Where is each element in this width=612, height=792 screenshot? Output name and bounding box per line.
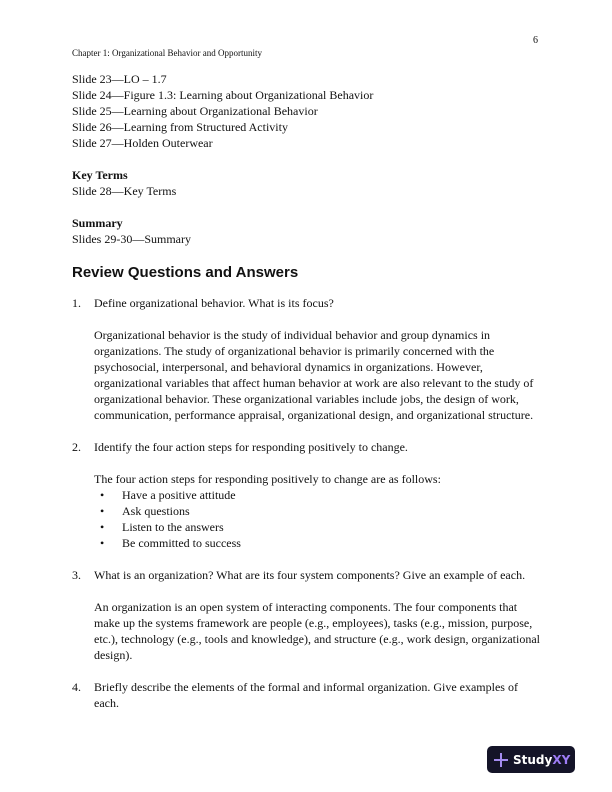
answer — [94, 327, 542, 423]
answer-line: communication, performance appraisal, organizational design, and organizational structure. — [94, 408, 534, 422]
plus-icon — [494, 753, 508, 767]
slide-line: Slide 24—Figure 1.3: Learning about Organizational Behavior — [72, 88, 374, 102]
bullet-text: Ask questions — [122, 504, 190, 518]
bullet-icon: • — [100, 504, 105, 518]
key-terms-line: Slide 28—Key Terms — [72, 184, 177, 198]
summary-line: Slides 29-30—Summary — [72, 232, 191, 246]
brand-accent: XY — [552, 752, 571, 767]
question-number: 4. — [72, 680, 81, 694]
answer-line: design). — [94, 648, 133, 662]
slide-list — [72, 71, 542, 151]
answer-intro: The four action steps for responding positively to change are as follows: — [94, 472, 441, 486]
running-header: Chapter 1: Organizational Behavior and Opportunity — [72, 48, 263, 58]
question-number: 3. — [72, 568, 81, 582]
bullet-icon: • — [100, 536, 105, 550]
answer-line: organizations. The study of organizational behavior is primarily concerned with the — [94, 344, 495, 358]
bullet-icon: • — [100, 488, 105, 502]
answer — [94, 599, 542, 663]
page-number: 6 — [533, 35, 538, 46]
question-number: 1. — [72, 296, 81, 310]
answer — [94, 471, 542, 551]
slide-line: Slide 25—Learning about Organizational Behavior — [72, 104, 318, 118]
bullet-text: Listen to the answers — [122, 520, 224, 534]
brand-logo-text — [513, 753, 570, 767]
answer-line: etc.), technology (e.g., tools and knowledge), and structure (e.g., work design, organizational — [94, 632, 540, 646]
question-text: Identify the four action steps for responding positively to change. — [94, 440, 408, 454]
key-terms-title: Key Terms — [72, 168, 128, 182]
slide-line: Slide 27—Holden Outerwear — [72, 136, 213, 150]
question-text: What is an organization? What are its four system components? Give an example of each. — [94, 568, 526, 582]
question-item — [72, 439, 542, 551]
bullet-item — [94, 519, 542, 535]
bullet-text: Have a positive attitude — [122, 488, 236, 502]
question-item — [72, 567, 542, 663]
answer-line: make up the systems framework are people (e.g., employees), tasks (e.g., mission, purpose, — [94, 616, 533, 630]
bullet-item — [94, 487, 542, 503]
studyxy-badge[interactable] — [487, 746, 575, 773]
question-list — [72, 295, 542, 711]
bullet-item — [94, 535, 542, 551]
answer-line: An organization is an open system of interacting components. The four components that — [94, 600, 518, 614]
answer-line: organizational behavior. These organizational variables include jobs, the design of work, — [94, 392, 519, 406]
slide-line: Slide 26—Learning from Structured Activity — [72, 120, 288, 134]
answer-line: psychosocial, interpersonal, and behavioral dynamics in organizations. However, — [94, 360, 483, 374]
bullet-icon: • — [100, 520, 105, 534]
answer-line: organizational variables that affect human behavior at work are also relevant to the study of — [94, 376, 534, 390]
bullet-list — [94, 487, 542, 551]
question-item — [72, 295, 542, 423]
question-text: each. — [94, 696, 119, 710]
review-heading: Review Questions and Answers — [72, 264, 299, 281]
slide-line: Slide 23—LO – 1.7 — [72, 72, 167, 86]
question-item — [72, 679, 542, 711]
bullet-text: Be committed to success — [122, 536, 241, 550]
summary-title: Summary — [72, 216, 123, 230]
brand-main: Study — [513, 752, 553, 767]
question-text: Briefly describe the elements of the formal and informal organization. Give examples of — [94, 680, 518, 694]
bullet-item — [94, 503, 542, 519]
answer-line: Organizational behavior is the study of individual behavior and group dynamics in — [94, 328, 491, 342]
question-number: 2. — [72, 440, 81, 454]
document-body — [72, 71, 542, 727]
question-text: Define organizational behavior. What is its focus? — [94, 296, 334, 310]
